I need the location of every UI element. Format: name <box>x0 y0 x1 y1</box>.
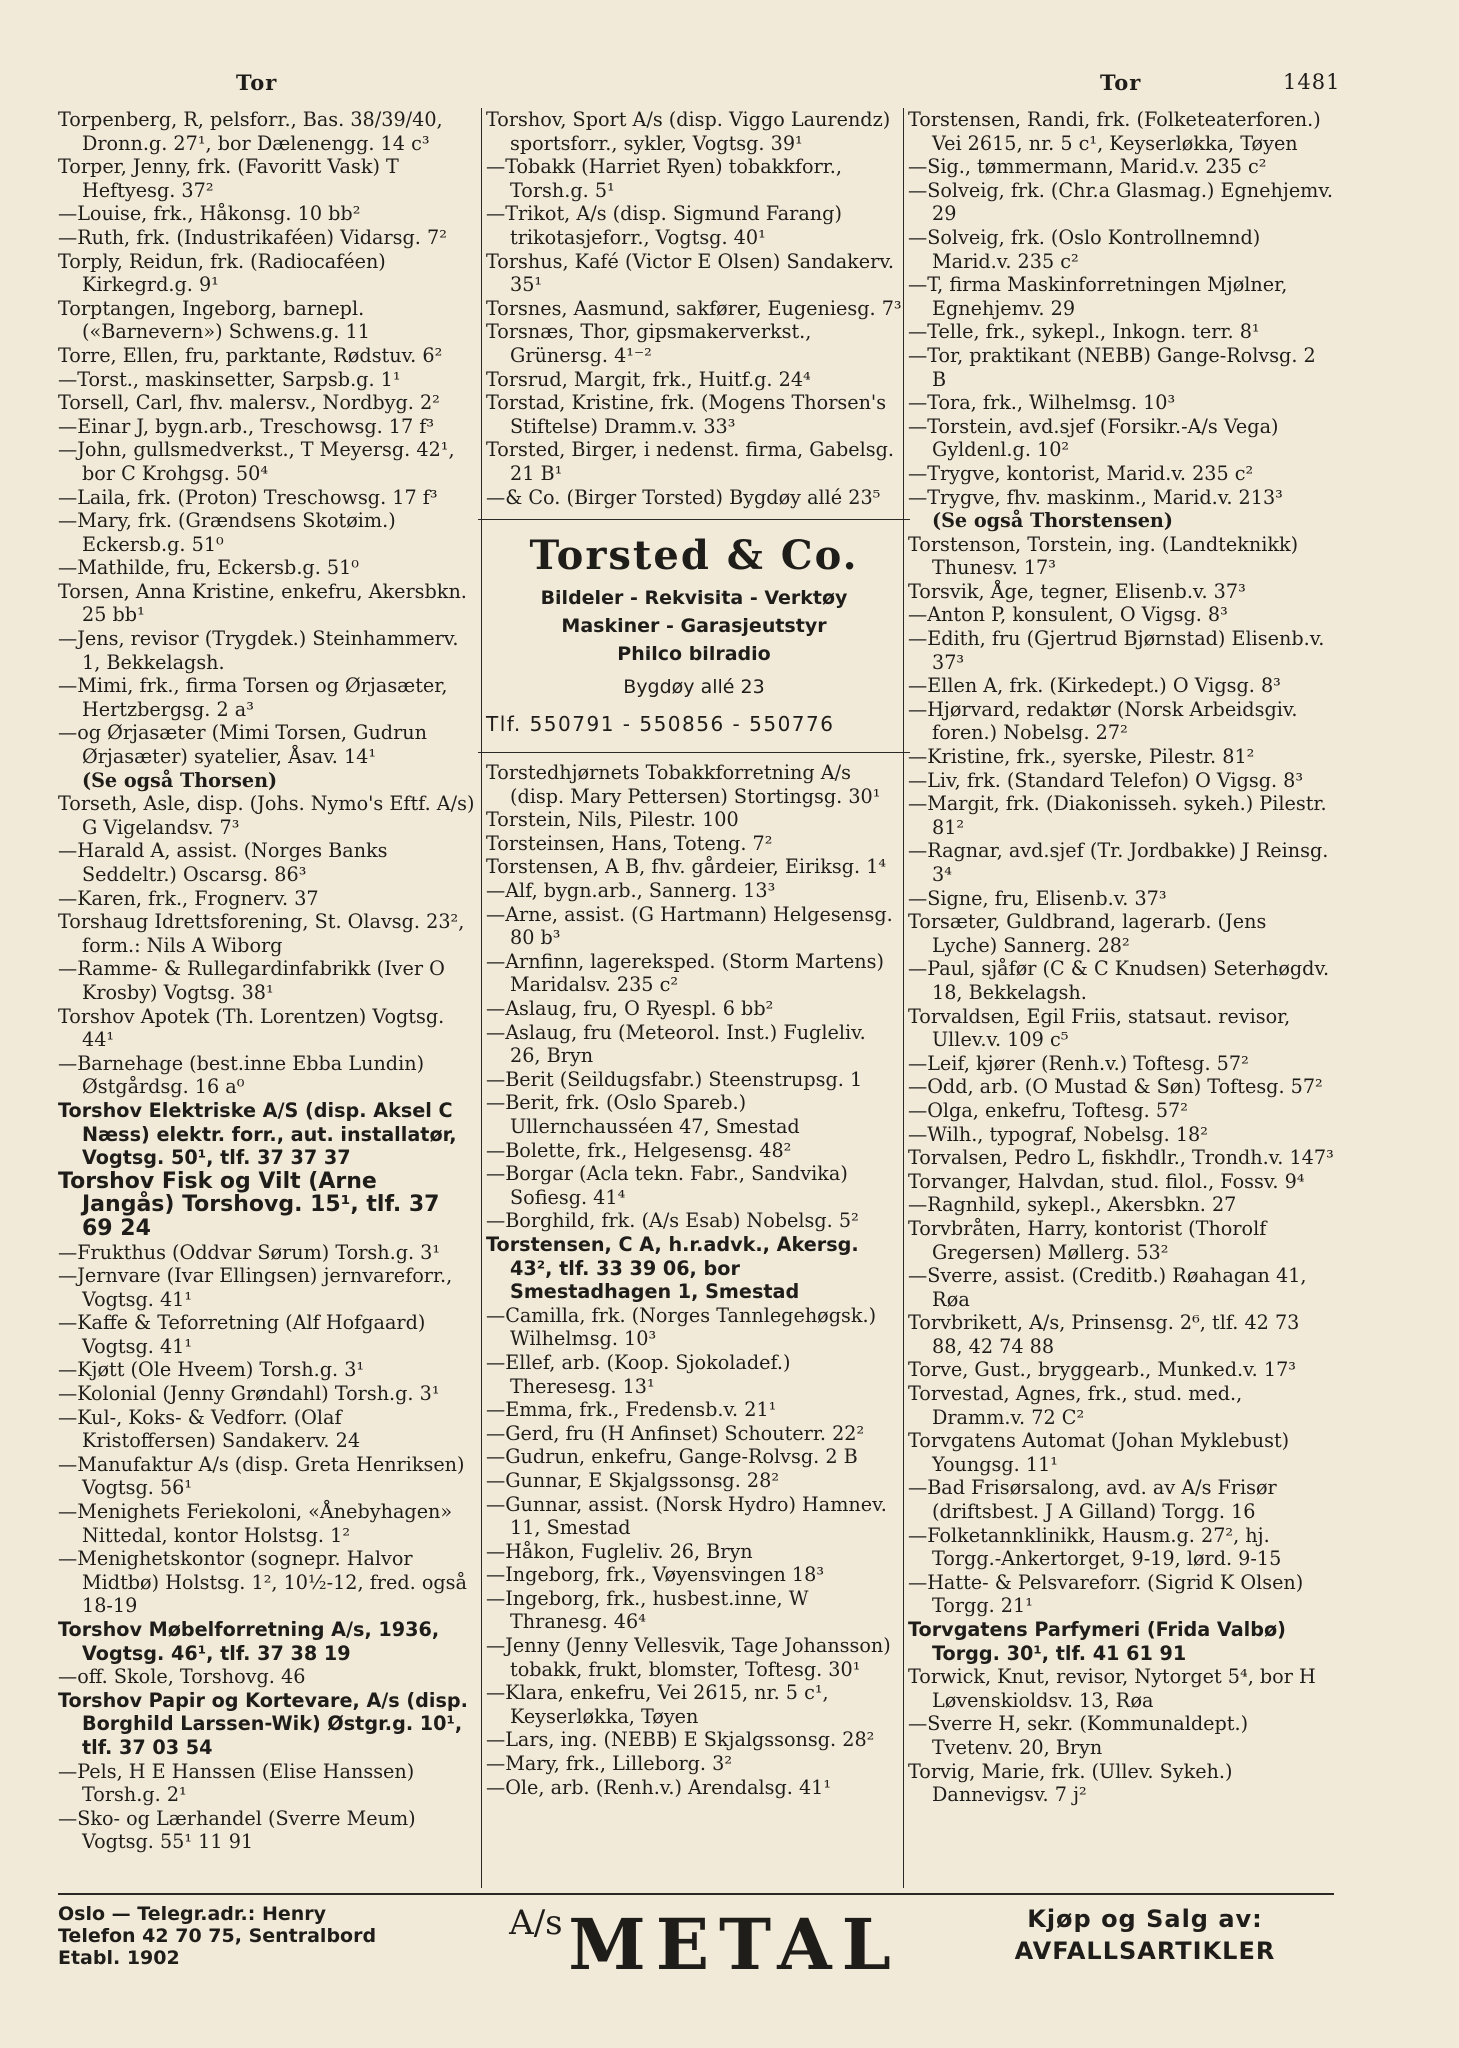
directory-entry: —Liv, frk. (Standard Telefon) O Vigsg. 8³ <box>908 768 1304 792</box>
middle-column-bottom-entries <box>486 761 902 1799</box>
directory-entry: Torvgatens Parfymeri (Frida Valbø) Torgg. 30¹, tlf. 41 61 91 <box>908 1618 1286 1665</box>
footer-telephone: Telefon 42 70 75, Sentralbord <box>58 1925 377 1947</box>
directory-entry: —Ellen A, frk. (Kirkedept.) O Vigsg. 8³ <box>908 674 1281 698</box>
directory-entry: —Tor, praktikant (NEBB) Gange-Rolvsg. 2 B <box>908 343 1316 391</box>
directory-entry: Torsnes, Aasmund, sakfører, Eugeniesg. 7³ <box>486 296 902 320</box>
directory-entry: —Paul, sjåfør (C & C Knudsen) Seterhøgdv. 18, Bekkelagsh. <box>908 957 1330 1004</box>
directory-entry: Torshus, Kafé (Victor E Olsen) Sandakerv. 35¹ <box>486 249 894 297</box>
directory-entry: —Ragnar, avd.sjef (Tr. Jordbakke) J Reinsg. 3⁴ <box>908 839 1329 886</box>
directory-entry: —Trygve, fhv. maskinm., Marid.v. 213³ <box>908 485 1283 509</box>
directory-entry: —Ingeborg, frk., husbest.inne, W Thranesg. 46⁴ <box>486 1586 809 1634</box>
directory-entry: Torstad, Kristine, frk. (Mogens Thorsen's Stiftelse) Dramm.v. 33³ <box>486 391 887 438</box>
directory-entry: —Aslaug, fru, O Ryespl. 6 bb² <box>486 997 774 1021</box>
directory-entry: —Sig., tømmermann, Marid.v. 235 c² <box>908 155 1267 179</box>
column-divider-left <box>481 108 482 1888</box>
directory-entry: —Berit, frk. (Oslo Spareb.) Ullernchausséen 47, Smestad <box>486 1091 800 1138</box>
directory-entry: —Sverre H, sekr. (Kommunaldept.) Tvetenv. 20, Bryn <box>908 1712 1249 1759</box>
directory-entry: —Borghild, frk. (A/s Esab) Nobelsg. 5² <box>486 1209 859 1233</box>
directory-entry: —Signe, fru, Elisenb.v. 37³ <box>908 886 1167 910</box>
directory-entry: Torply, Reidun, frk. (Radiocaféen) Kirkegrd.g. 9¹ <box>58 249 386 297</box>
cross-reference: (Se også Thorsen) <box>82 768 278 792</box>
running-head-right: Tor <box>1100 70 1142 95</box>
directory-entry: —Odd, arb. (O Mustad & Søn) Toftesg. 57² <box>908 1075 1323 1099</box>
directory-entry: —Arne, assist. (G Hartmann) Helgesensg. 80 b³ <box>486 902 893 950</box>
directory-entry: Torvbrikett, A/s, Prinsensg. 2⁶, tlf. 42 73 88, 42 74 88 <box>908 1311 1300 1358</box>
directory-entry: Torstedhjørnets Tobakkforretning A/s (disp. Mary Pettersen) Stortingsg. 30¹ <box>486 761 881 808</box>
ad-top-rule <box>478 519 910 520</box>
directory-entry: Torptangen, Ingeborg, barnepl. («Barnevern») Schwens.g. 11 <box>58 296 370 344</box>
directory-entry: —Torstein, avd.sjef (Forsikr.-A/s Vega) Gyldenl.g. 10² <box>908 414 1279 462</box>
directory-entry: —Anton P, konsulent, O Vigsg. 8³ <box>908 603 1228 627</box>
directory-entry: —Håkon, Fugleliv. 26, Bryn <box>486 1539 753 1563</box>
directory-entry: —Lars, ing. (NEBB) E Skjalgssonsg. 28² <box>486 1728 875 1752</box>
footer-slogan <box>960 1903 1330 1967</box>
directory-entry: —Gerd, fru (H Anfinset) Schouterr. 22² <box>486 1421 865 1445</box>
directory-entry: —Mathilde, fru, Eckersb.g. 51⁰ <box>58 556 360 580</box>
footer-waste-articles: AVFALLSARTIKLER <box>1014 1937 1276 1965</box>
directory-entry: Torshov Apotek (Th. Lorentzen) Vogtsg. 44¹ <box>58 1004 445 1052</box>
directory-entry: —Manufaktur A/s (disp. Greta Henriksen) Vogtsg. 56¹ <box>58 1452 465 1500</box>
directory-entry: —Ellef, arb. (Koop. Sjokoladef.) Theresesg. 13¹ <box>486 1350 791 1398</box>
directory-entry: —Gunnar, assist. (Norsk Hydro) Hamnev. 11, Smestad <box>486 1492 887 1540</box>
directory-entry: —Solveig, frk. (Chr.a Glasmag.) Egnehjemv. 29 <box>908 178 1334 226</box>
ad-phones: Tlf. 550791 - 550856 - 550776 <box>486 712 835 737</box>
footer-buy-sell: Kjøp og Salg av: <box>1027 1905 1263 1933</box>
directory-entry: Torseth, Asle, disp. (Johs. Nymo's Eftf. A/s) G Vigelandsv. 7³ <box>58 792 475 839</box>
directory-entry: —Olga, enkefru, Toftesg. 57² <box>908 1098 1188 1122</box>
directory-entry: Torstein, Nils, Pilestr. 100 <box>486 808 739 832</box>
directory-entry: —Leif, kjører (Renh.v.) Toftesg. 57² <box>908 1051 1249 1075</box>
directory-entry: —Berit (Seildugsfabr.) Steenstrupsg. 1 <box>486 1067 863 1091</box>
directory-entry: Torvaldsen, Egil Friis, statsaut. revisor, Ullev.v. 109 c⁵ <box>908 1004 1291 1052</box>
directory-entry: —& Co. (Birger Torsted) Bygdøy allé 23⁵ <box>486 485 881 509</box>
directory-entry: —off. Skole, Torshovg. 46 <box>58 1665 306 1689</box>
directory-entry: —John, gullsmedverkst., T Meyersg. 42¹, bor C Krohgsg. 50⁴ <box>58 438 455 485</box>
ad-line-1: Bildeler - Rekvisita - Verktøy <box>540 587 848 610</box>
directory-entry: Torshaug Idrettsforening, St. Olavsg. 23², form.: Nils A Wiborg <box>58 910 465 957</box>
metal-prefix: A/s <box>509 1903 563 1943</box>
middle-column <box>486 108 902 1799</box>
ad-line-2: Maskiner - Garasjeutstyr <box>561 615 827 638</box>
directory-entry: —Hatte- & Pelsvareforr. (Sigrid K Olsen) Torgg. 21¹ <box>908 1570 1304 1618</box>
directory-entry: Torsell, Carl, fhv. malersv., Nordbyg. 2² <box>58 391 440 415</box>
directory-entry: —Sko- og Lærhandel (Sverre Meum) Vogtsg. 55¹ 11 91 <box>58 1806 416 1854</box>
directory-entry: —Kjøtt (Ole Hveem) Torsh.g. 3¹ <box>58 1358 365 1382</box>
footer-telegram: Oslo — Telegr.adr.: Henry <box>58 1903 327 1925</box>
directory-entry: —Trygve, kontorist, Marid.v. 235 c² <box>908 461 1254 485</box>
directory-entry: Torpenberg, R, pelsforr., Bas. 38/39/40, Dronn.g. 27¹, bor Dælenengg. 14 c³ <box>58 108 443 155</box>
directory-entry: Torsvik, Åge, tegner, Elisenb.v. 37³ <box>908 579 1246 603</box>
directory-entry: Torvanger, Halvdan, stud. filol., Fossv. 9⁴ <box>908 1169 1305 1193</box>
footer-contact <box>58 1903 376 1969</box>
middle-column-top-entries <box>486 108 902 509</box>
directory-entry: Torvgatens Automat (Johan Myklebust) Youngsg. 11¹ <box>908 1429 1290 1476</box>
directory-entry: —Ruth, frk. (Industrikaféen) Vidarsg. 7² <box>58 225 447 249</box>
directory-entry: —Jernvare (Ivar Ellingsen) jernvareforr., Vogtsg. 41¹ <box>58 1264 453 1311</box>
torsted-advertisement <box>486 528 902 742</box>
directory-entry: —Mary, frk., Lilleborg. 3² <box>486 1752 733 1776</box>
metal-word: METAL <box>568 1903 901 1986</box>
directory-entry: —Bolette, frk., Helgesensg. 48² <box>486 1138 792 1162</box>
directory-entry: —Telle, frk., sykepl., Inkogn. terr. 8¹ <box>908 320 1260 344</box>
footer-rule <box>58 1893 1334 1895</box>
directory-entry: —Tobakk (Harriet Ryen) tobakkforr., Torsh.g. 5¹ <box>486 155 842 202</box>
directory-entry: —Borgar (Acla tekn. Fabr., Sandvika) Sofiesg. 41⁴ <box>486 1162 848 1209</box>
left-column <box>58 108 476 1854</box>
directory-entry: —Tora, frk., Wilhelmsg. 10³ <box>908 391 1176 415</box>
directory-entry: —Kul-, Koks- & Vedforr. (Olaf Kristoffersen) Sandakerv. 24 <box>58 1405 361 1453</box>
directory-entry: —Harald A, assist. (Norges Banks Seddeltr.) Oscarsg. 86³ <box>58 839 388 886</box>
directory-entry: —Wilh., typograf, Nobelsg. 18² <box>908 1122 1208 1146</box>
directory-entry: —Emma, frk., Fredensb.v. 21¹ <box>486 1398 777 1422</box>
directory-entry: —Gunnar, E Skjalgssonsg. 28² <box>486 1468 780 1492</box>
directory-entry: Torstensen, Randi, frk. (Folketeaterforen.) Vei 2615, nr. 5 c¹, Keyserløkka, Tøyen <box>908 108 1321 155</box>
directory-entry: —Camilla, frk. (Norges Tannlegehøgsk.) Wilhelmsg. 10³ <box>486 1303 877 1351</box>
directory-entry: —Menighetskontor (sognepr. Halvor Midtbø) Holstsg. 1², 10½-12, fred. også 18-19 <box>58 1547 467 1618</box>
directory-entry: —Menighets Feriekoloni, «Ånebyhagen» Nittedal, kontor Holstsg. 1² <box>58 1500 453 1547</box>
page-number: 1481 <box>1283 70 1341 94</box>
directory-entry: —Ragnhild, sykepl., Akersbkn. 27 <box>908 1193 1237 1217</box>
metal-advertisement <box>470 1903 940 1987</box>
directory-entry: —Arnfinn, lagereksped. (Storm Martens) Maridalsv. 235 c² <box>486 949 884 997</box>
directory-entry: —Kolonial (Jenny Grøndahl) Torsh.g. 3¹ <box>58 1382 440 1406</box>
directory-entry: Torre, Ellen, fru, parktante, Rødstuv. 6² <box>58 343 443 367</box>
directory-entry: Torsted, Birger, i nedenst. firma, Gabelsg. 21 B¹ <box>486 438 895 485</box>
directory-entry: Torvig, Marie, frk. (Ullev. Sykeh.) Dannevigsv. 7 j² <box>908 1759 1233 1807</box>
directory-entry: —Mimi, frk., firma Torsen og Ørjasæter, Hertzbergsg. 2 a³ <box>58 674 448 721</box>
directory-entry: Torper, Jenny, frk. (Favoritt Vask) T Heftyesg. 37² <box>58 155 399 202</box>
directory-entry: —Aslaug, fru (Meteorol. Inst.) Fugleliv. 26, Bryn <box>486 1020 866 1068</box>
directory-entry: —Mary, frk. (Grændsens Skotøim.) Eckersb.g. 51⁰ <box>58 509 396 556</box>
directory-entry: —Hjørvard, redaktør (Norsk Arbeidsgiv. foren.) Nobelsg. 27² <box>908 697 1298 745</box>
footer-established: Etabl. 1902 <box>58 1947 180 1969</box>
directory-entry: Torwick, Knut, revisor, Nytorget 5⁴, bor H Løvenskioldsv. 13, Røa <box>908 1665 1316 1712</box>
directory-entry: Torsæter, Guldbrand, lagerarb. (Jens Lyche) Sannerg. 28² <box>908 910 1267 957</box>
directory-entry: —Kaffe & Teforretning (Alf Hofgaard) Vogtsg. 41¹ <box>58 1311 426 1358</box>
directory-entry: Torstenson, Torstein, ing. (Landteknikk) Thunesv. 17³ <box>908 532 1299 580</box>
directory-entry: —Bad Frisørsalong, avd. av A/s Frisør (driftsbest. J A Gilland) Torgg. 16 <box>908 1476 1277 1524</box>
directory-entry: Torvalsen, Pedro L, fiskhdlr., Trondh.v. 147³ <box>908 1146 1334 1170</box>
directory-entry: —Alf, bygn.arb., Sannerg. 13³ <box>486 879 776 903</box>
directory-entry: —Sverre, assist. (Creditb.) Røahagan 41, Røa <box>908 1264 1307 1311</box>
directory-entry: —Louise, frk., Håkonsg. 10 bb² <box>58 202 361 226</box>
ad-bottom-rule <box>478 752 910 753</box>
directory-entry: —Solveig, frk. (Oslo Kontrollnemnd) Marid.v. 235 c² <box>908 225 1261 273</box>
directory-entry: —Klara, enkefru, Vei 2615, nr. 5 c¹, Keyserløkka, Tøyen <box>486 1681 829 1728</box>
directory-entry: —Edith, fru (Gjertrud Bjørnstad) Elisenb.v. 37³ <box>908 627 1325 674</box>
directory-entry: —Pels, H E Hanssen (Elise Hanssen) Torsh.g. 2¹ <box>58 1759 415 1807</box>
directory-entry: —Ingeborg, frk., Vøyensvingen 18³ <box>486 1563 825 1587</box>
directory-entry: —Kristine, frk., syerske, Pilestr. 81² <box>908 745 1255 769</box>
directory-entry: Torshov, Sport A/s (disp. Viggo Laurendz) sportsforr., sykler, Vogtsg. 39¹ <box>486 108 891 155</box>
directory-entry: Torvestad, Agnes, frk., stud. med., Dramm.v. 72 C² <box>908 1382 1243 1429</box>
ad-line-3: Philco bilradio <box>617 643 771 666</box>
directory-entry: Torshov Elektriske A/S (disp. Aksel C Næss) elektr. forr., aut. installatør, Vogtsg. 50¹, tlf. 37 37 37 <box>58 1098 457 1170</box>
running-head-left: Tor <box>236 70 278 95</box>
ad-address: Bygdøy allé 23 <box>623 676 765 699</box>
directory-entry: —Ole, arb. (Renh.v.) Arendalsg. 41¹ <box>486 1775 832 1799</box>
ad-company-name: Torsted & Co. <box>529 532 859 580</box>
directory-entry: —Ramme- & Rullegardinfabrikk (Iver O Krosby) Vogtsg. 38¹ <box>58 957 445 1004</box>
directory-entry: —Barnehage (best.inne Ebba Lundin) Østgårdsg. 16 a⁰ <box>58 1051 425 1099</box>
directory-entry: Torvbråten, Harry, kontorist (Thorolf Gregersen) Møllerg. 53² <box>908 1216 1267 1264</box>
directory-entry: Torve, Gust., bryggearb., Munked.v. 17³ <box>908 1358 1296 1382</box>
directory-entry: Torshov Møbelforretning A/s, 1936, Vogtsg. 46¹, tlf. 37 38 19 <box>58 1618 440 1665</box>
directory-entry: —Margit, frk. (Diakonisseh. sykeh.) Pilestr. 81² <box>908 792 1327 839</box>
directory-entry: —Torst., maskinsetter, Sarpsb.g. 1¹ <box>58 367 401 391</box>
directory-entry: Torstensen, C A, h.r.advk., Akersg. 43², tlf. 33 39 06, bor Smestadhagen 1, Smestad <box>486 1232 859 1304</box>
column-divider-right <box>903 108 904 1888</box>
directory-entry: —T, firma Maskinforretningen Mjølner, Egnehjemv. 29 <box>908 273 1288 320</box>
directory-entry: —Frukthus (Oddvar Sørum) Torsh.g. 3¹ <box>58 1240 441 1264</box>
directory-entry: Torshov Papir og Kortevare, A/s (disp. Borghild Larssen-Wik) Østgr.g. 10¹, tlf. 37 03 54 <box>58 1688 468 1759</box>
directory-entry: —Einar J, bygn.arb., Treschowsg. 17 f³ <box>58 414 435 438</box>
directory-entry: —Trikot, A/s (disp. Sigmund Farang) trikotasjeforr., Vogtsg. 40¹ <box>486 202 842 249</box>
directory-entry: —og Ørjasæter (Mimi Torsen, Gudrun Ørjasæter) syatelier, Åsav. 14¹ <box>58 721 427 769</box>
directory-entry: —Karen, frk., Frognerv. 37 <box>58 886 319 910</box>
directory-entry: —Gudrun, enkefru, Gange-Rolvsg. 2 B <box>486 1445 858 1469</box>
directory-entry: Torshov Fisk og Vilt (Arne Jangås) Torshovg. 15¹, tlf. 37 69 24 <box>58 1168 440 1241</box>
directory-entry: Torsnæs, Thor, gipsmakerverkst., Grünersg. 4¹⁻² <box>486 320 812 367</box>
directory-entry: Torsteinsen, Hans, Toteng. 7² <box>486 831 773 855</box>
directory-entry: —Folketannklinikk, Hausm.g. 27², hj. Torgg.-Ankertorget, 9-19, lørd. 9-15 <box>908 1523 1282 1571</box>
directory-entry: —Jens, revisor (Trygdek.) Steinhammerv. 1, Bekkelagsh. <box>58 627 459 674</box>
cross-reference: (Se også Thorstensen) <box>932 509 1173 533</box>
directory-entry: Torsen, Anna Kristine, enkefru, Akersbkn. 25 bb¹ <box>58 579 467 627</box>
directory-entry: Torsrud, Margit, frk., Huitf.g. 24⁴ <box>486 367 811 391</box>
right-column <box>908 108 1334 1807</box>
directory-entry: —Jenny (Jenny Vellesvik, Tage Johansson) tobakk, frukt, blomster, Toftesg. 30¹ <box>486 1634 891 1681</box>
directory-entry: —Laila, frk. (Proton) Treschowsg. 17 f³ <box>58 485 438 509</box>
directory-entry: Torstensen, A B, fhv. gårdeier, Eiriksg. 1⁴ <box>486 855 887 879</box>
